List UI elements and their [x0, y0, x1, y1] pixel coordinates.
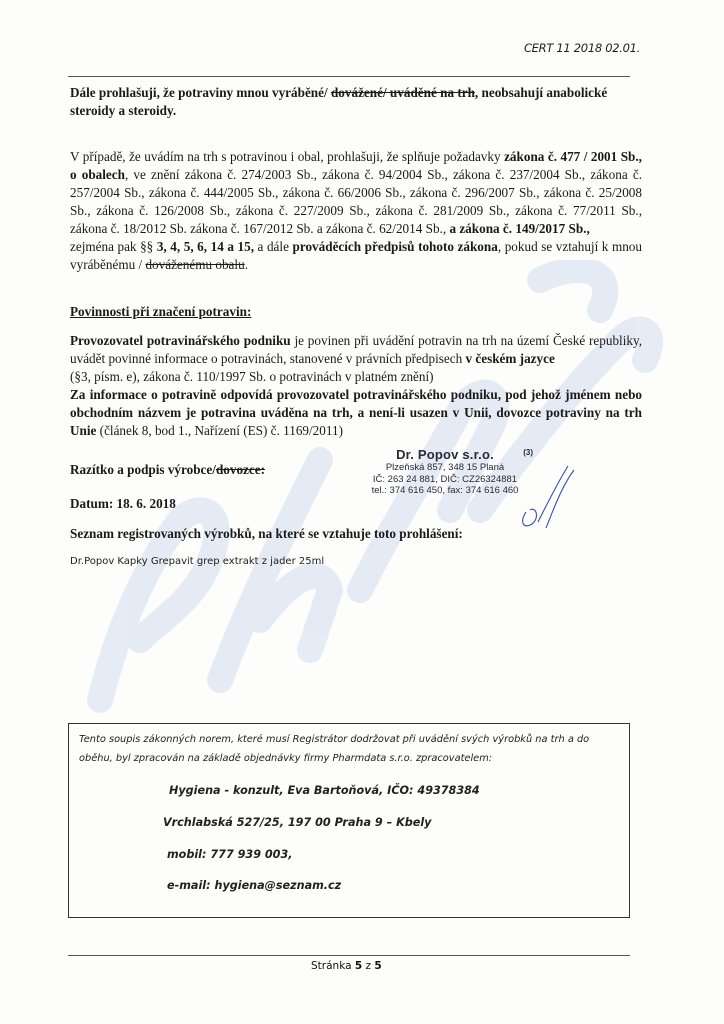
page-total: 5: [374, 960, 382, 972]
processor-mobile: mobil: 777 939 003,: [167, 848, 293, 861]
labeling-text: (§3, písm. e), zákona č. 110/1997 Sb. o potravinách v platném znění): [70, 369, 434, 384]
stamp-company-name: Dr. Popov s.r.o.: [396, 447, 494, 462]
declaration-text: Dále prohlašuji, že potraviny mnou vyráběné/: [70, 85, 331, 100]
processor-notice-box: [68, 723, 630, 918]
steroids-declaration: [70, 84, 642, 120]
product-item: Dr.Popov Kapky Grepavit grep extrakt z jader 25ml: [70, 556, 325, 567]
struck-text: dovážené/ uváděné na trh: [330, 85, 475, 100]
amendments-list: , ve znění zákona č. 274/2003 Sb., zákona č. 94/2004 Sb., zákona č. 237/2004 Sb., zákona č. 257/2004 Sb., zákona č. 444/2005 Sb., zákona č. 66/2006 Sb., zákona č. 296/2007 Sb., zákona č. 25/2008 Sb., zákona č. 126/2008 Sb., zákona č. 227/2009 Sb., zákona č. 281/2009 Sb., zákona č. 77/2011 Sb., zákona č. 18/2012 Sb. zákona č. 167/2012 Sb. a zákona č. 62/2014 Sb.,: [70, 167, 642, 236]
label-text: Razítko a podpis výrobce/: [70, 462, 216, 477]
declaration-text-end: , neobsahují anabolické steroidy a steroidy.: [70, 85, 608, 118]
struck-text: dovozce:: [215, 462, 266, 477]
responsibility-statement: Za informace o potravině odpovídá provozovatel potravinářského podniku, pod jehož jménem nebo obchodním názvem je potravina uváděna na trh, a není-li usazen v Unii, dovozce potraviny na trh Unie: [70, 387, 642, 438]
regulations-reference: prováděcích předpisů tohoto zákona: [292, 239, 498, 254]
packaging-text: , pokud se vztahují k mnou vyráběnému /: [70, 239, 642, 272]
notice-text: Tento soupis zákonných norem, které musí Registrátor dodržovat při uvádění svých výrobků na trh a do oběhu, byl zpracován na základě objednávky firmy Pharmdata s.r.o. zpracovatelem:: [79, 734, 590, 764]
page-number: [311, 960, 382, 972]
sections-reference: 3, 4, 5, 6, 14 a 15,: [156, 239, 254, 254]
packaging-declaration: [70, 148, 642, 274]
page-prefix: Stránka: [311, 960, 355, 972]
law-reference: zákona č. 477 / 2001 Sb., o obalech: [70, 149, 642, 182]
regulation-citation: (článek 8, bod 1., Nařízení (ES) č. 1169/2011): [96, 423, 343, 438]
footer-divider: [68, 955, 630, 956]
packaging-text: .: [244, 257, 248, 272]
packaging-text: zejména pak §§: [70, 239, 157, 254]
labeling-text: je povinen při uvádění potravin na trh na území České republiky, uvádět povinné informace o potravinách, stanovené v právních předpisech: [70, 333, 642, 366]
document-reference: CERT 11 2018 02.01.: [523, 41, 640, 55]
date-label: Datum: 18. 6. 2018: [70, 496, 176, 511]
stamp-number: (3): [523, 448, 533, 457]
packaging-text: V případě, že uvádím na trh s potravinou i obal, prohlašuji, že splňuje požadavky: [70, 149, 505, 164]
stamp-address: Plzeňská 857, 348 15 Planá: [385, 462, 505, 473]
processor-email: e-mail: hygiena@seznam.cz: [167, 879, 342, 892]
struck-text: dováženému obalu: [145, 257, 245, 272]
company-stamp: [365, 447, 533, 497]
processor-company: Hygiena - konzult, Eva Bartoňová, IČO: 49378384: [169, 784, 480, 797]
labeling-heading: Povinnosti při značení potravin:: [70, 304, 252, 319]
processor-address: Vrchlabská 527/25, 197 00 Praha 9 – Kbely: [163, 816, 432, 829]
labeling-obligations: [70, 332, 642, 440]
stamp-phone: tel.: 374 616 450, fax: 374 616 460: [371, 485, 519, 496]
page-sep: z: [362, 960, 375, 972]
operator-term: Provozovatel potravinářského podniku: [70, 333, 291, 348]
language-requirement: v českém jazyce: [465, 351, 555, 366]
stamp-ids: IČ: 263 24 881, DIČ: CZ26324881: [372, 473, 518, 485]
packaging-text: a dále: [254, 239, 293, 254]
header-divider: [68, 76, 630, 77]
page-current: 5: [354, 960, 363, 972]
products-heading: Seznam registrovaných výrobků, na které se vztahuje toto prohlášení:: [70, 526, 463, 541]
law-reference: a zákona č. 149/2017 Sb.,: [449, 221, 590, 236]
